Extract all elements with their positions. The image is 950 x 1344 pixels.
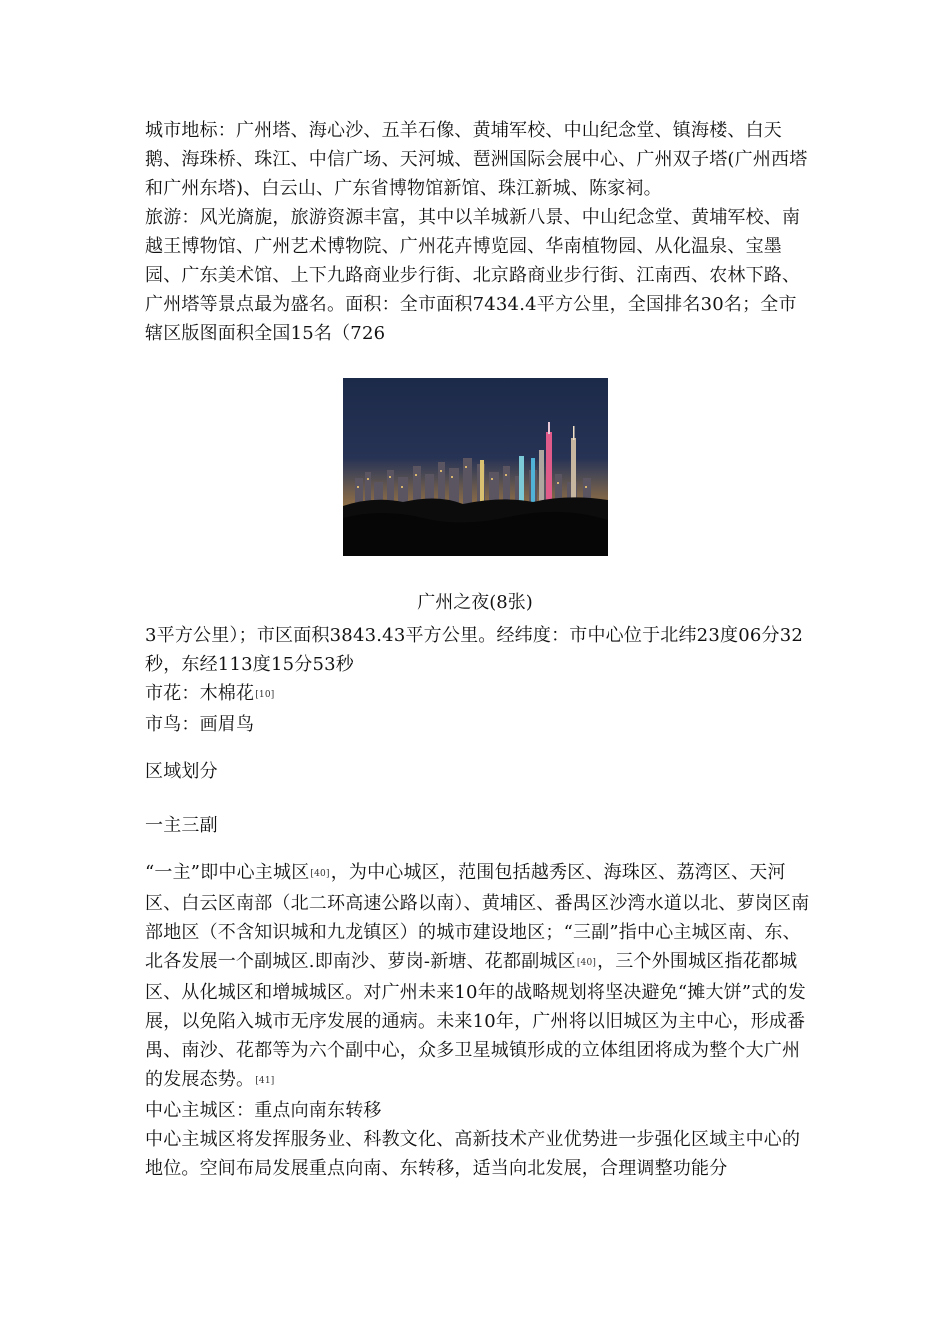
para3-part2: ，为中心城区，范围包括越秀区、海珠区、荔湾区、天河区、白云区南部（北二环高速公路以南）、黄埔区、番禺区沙湾水道以北、萝岗区南部地区（不含知识城和九龙镇区）的城市建设地区；“三副”指中心主城区南、东、北各发展一个副城区.即南沙、萝岗-新塘、花都副城区 xyxy=(145,862,810,972)
landmarks-paragraph xyxy=(145,116,810,203)
citation-link[interactable]: [41] xyxy=(255,1076,275,1086)
heading-region-division: 区域划分 xyxy=(145,761,218,782)
landmarks-list: 广州塔、海心沙、五羊石像、黄埔军校、中山纪念堂、镇海楼、白天鹅、海珠桥、珠江、中信广场、天河城、琶洲国际会展中心、广州双子塔(广州西塔和广州东塔)、白云山、广东省博物馆新馆、珠江新城、陈家祠。 xyxy=(145,120,808,199)
area-flower-bird-section xyxy=(145,621,810,739)
center-district-heading: 中心主城区：重点向南东转移 xyxy=(145,1100,382,1121)
citation-link[interactable]: [40] xyxy=(576,958,597,968)
citation-link[interactable]: [10] xyxy=(255,690,275,700)
one-main-three-sub-paragraph xyxy=(145,858,810,1096)
area-coordinates-paragraph: 3平方公里）；市区面积3843.43平方公里。经纬度：市中心位于北纬23度06分32秒，东经113度15分53秒 xyxy=(145,625,803,675)
tourism-paragraph: 旅游：风光旖旎，旅游资源丰富，其中以羊城新八景、中山纪念堂、黄埔军校、南越王博物馆、广州艺术博物院、广州花卉博览园、华南植物园、从化温泉、宝墨园、广东美术馆、上下九路商业步行街、北京路商业步行街、江南西、农林下路、广州塔等景点最为盛名。面积：全市面积7434.4平方公里，全国排名30名；全市辖区版图面积全国15名（726 xyxy=(145,207,801,344)
planning-section xyxy=(145,858,810,1183)
guangzhou-night-photo xyxy=(343,378,608,556)
landmarks-tourism-section xyxy=(145,116,810,348)
city-flower-text: 市花：木棉花 xyxy=(145,683,255,704)
center-district-paragraph: 中心主城区将发挥服务业、科教文化、高新技术产业优势进一步强化区域主中心的地位。空间布局发展重点向南、东转移，适当向北发展，合理调整功能分 xyxy=(145,1129,801,1179)
citation-link[interactable]: [40] xyxy=(310,869,330,879)
para3-part1: “一主”即中心主城区 xyxy=(145,862,310,883)
city-flower-line xyxy=(145,679,810,710)
para3-part3: ，三个外围城区指花都城区、从化城区和增城城区。对广州未来10年的战略规划将坚决避免“摊大饼”式的发展，以免陷入城市无序发展的通病。未来10年，广州将以旧城区为主中心，形成番禺、南沙、花都等为六个副中心，众多卫星城镇形成的立体组团将成为整个大广州的发展态势。 xyxy=(145,951,806,1090)
landmarks-label: 城市地标： xyxy=(145,120,236,141)
heading-one-main-three-sub: 一主三副 xyxy=(145,815,218,836)
photo-caption: 广州之夜(8张) xyxy=(417,592,533,613)
city-bird-line: 市鸟：画眉鸟 xyxy=(145,714,255,735)
